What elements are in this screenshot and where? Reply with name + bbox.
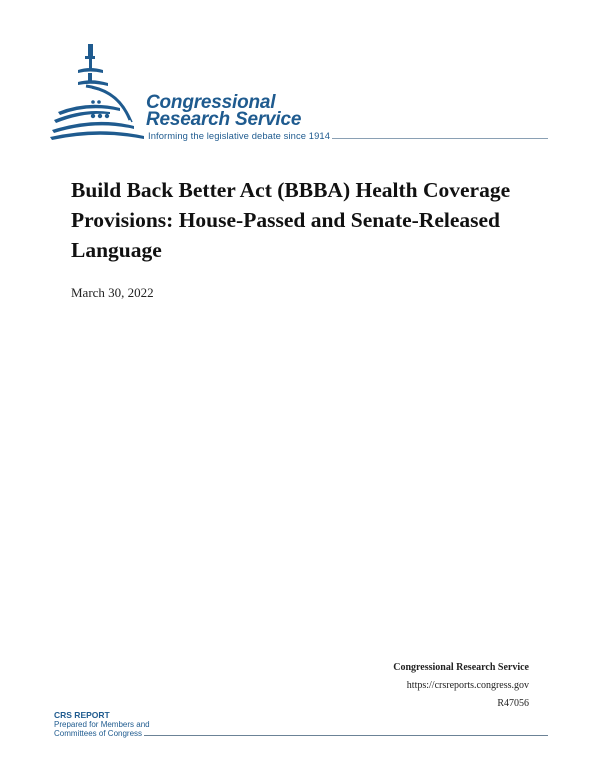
capitol-dome-icon <box>48 42 148 142</box>
crs-logo <box>48 42 548 142</box>
footer-last-row <box>54 729 548 738</box>
brand-line-2: Research Service <box>146 109 302 130</box>
document-title: Build Back Better Act (BBBA) Health Coverage Provisions: House-Passed and Senate-Released Language <box>71 178 511 262</box>
report-number: R47056 <box>497 698 529 709</box>
brand-name <box>146 94 301 128</box>
publisher-block <box>393 659 529 713</box>
footer-label: CRS REPORT <box>54 710 110 720</box>
footer-line-1: Prepared for Members and <box>54 720 150 729</box>
tagline-row <box>148 130 548 141</box>
publisher-url[interactable]: https://crsreports.congress.gov <box>406 680 529 691</box>
footer <box>54 711 548 738</box>
footer-line-2: Committees of Congress <box>54 729 143 738</box>
footer-rule <box>144 735 548 736</box>
tagline: Informing the legislative debate since 1914 <box>148 130 331 141</box>
brand-line-1: Congressional <box>146 92 276 113</box>
tagline-rule <box>332 138 548 140</box>
publisher-name: Congressional Research Service <box>393 662 529 673</box>
document-date: March 30, 2022 <box>71 285 154 300</box>
